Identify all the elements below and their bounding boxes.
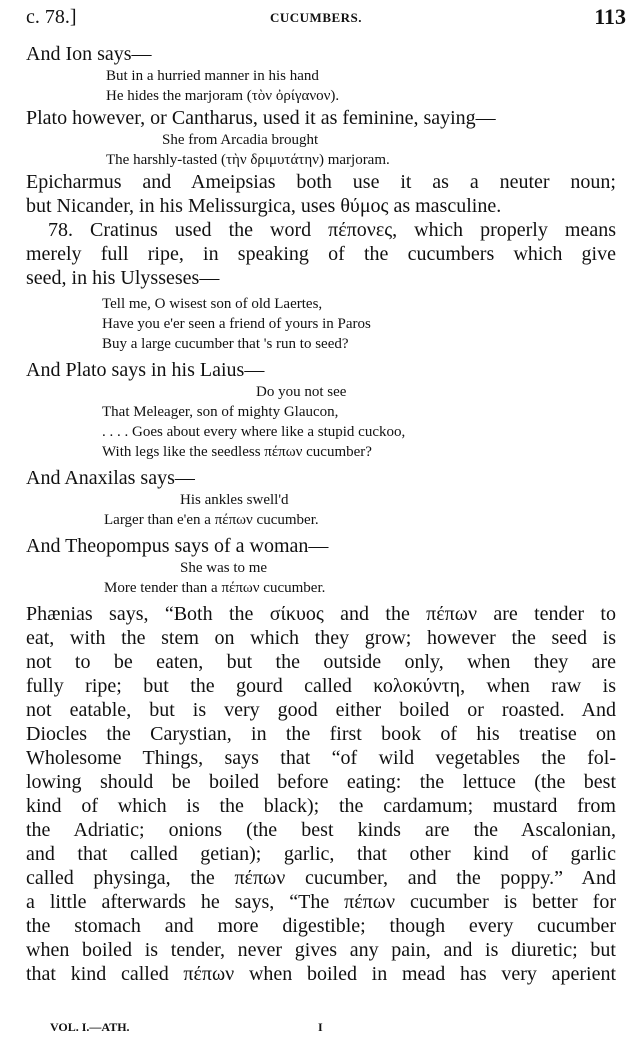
- prose-line: Wholesome Things, says that “of wild vegetables the fol-: [26, 747, 616, 769]
- verse-line: Tell me, O wisest son of old Laertes,: [102, 296, 323, 312]
- prose-line: a little afterwards he says, “The πέπων cucumber is better for: [26, 891, 616, 913]
- verse-line: More tender than a πέπων cucumber.: [104, 580, 326, 596]
- prose-line: merely full ripe, in speaking of the cucumbers which give: [26, 243, 616, 265]
- prose-line: And Plato says in his Laius—: [26, 359, 265, 381]
- prose-line: the stomach and more digestible; though every cucumber: [26, 915, 616, 937]
- verse-line: She from Arcadia brought: [162, 132, 319, 148]
- running-title: CUCUMBERS.: [270, 10, 363, 25]
- volume-signature: VOL. I.—ATH.: [50, 1020, 130, 1034]
- prose-line: not to be eaten, but the outside only, when they are: [26, 651, 616, 673]
- verse-line: He hides the marjoram (τὸν ὀρίγανον).: [106, 88, 340, 104]
- chapter-reference: c. 78.]: [26, 6, 77, 28]
- prose-line: And Theopompus says of a woman—: [26, 535, 329, 557]
- printer-signature-mark: I: [318, 1020, 323, 1034]
- prose-line: called physinga, the πέπων cucumber, and the poppy.” And: [26, 867, 616, 889]
- prose-line: that kind called πέπων when boiled in mead has very aperient: [26, 963, 616, 985]
- page-body: [26, 42, 616, 986]
- paragraph-first-line: 78. Cratinus used the word πέπονες, which properly means: [48, 219, 616, 241]
- verse-line: She was to me: [180, 560, 268, 576]
- prose-line: Phænias says, “Both the σίκυος and the πέπων are tender to: [26, 603, 616, 625]
- running-header: [26, 4, 626, 30]
- prose-line: when boiled is tender, never gives any pain, and is diuretic; but: [26, 939, 616, 961]
- verse-line: The harshly-tasted (τὴν δριμυτάτην) marjoram.: [106, 152, 390, 168]
- prose-line: the Adriatic; onions (the best kinds are the Ascalonian,: [26, 819, 616, 841]
- verse-line: Have you e'er seen a friend of yours in Paros: [102, 316, 371, 332]
- prose-line: but Nicander, in his Melissurgica, uses θύμος as masculine.: [26, 195, 502, 217]
- prose-line: not eatable, but is very good either boiled or roasted. And: [26, 699, 616, 721]
- prose-line: eat, with the stem on which they grow; however the seed is: [26, 627, 616, 649]
- prose-line: And Anaxilas says—: [26, 467, 195, 489]
- prose-line: Diocles the Carystian, in the first book of his treatise on: [26, 723, 616, 745]
- verse-line: Larger than e'en a πέπων cucumber.: [104, 512, 319, 528]
- verse-line: . . . . Goes about every where like a stupid cuckoo,: [102, 424, 406, 440]
- page-number: 113: [594, 4, 626, 29]
- prose-line: lowing should be boiled before eating: the lettuce (the best: [26, 771, 616, 793]
- verse-line: With legs like the seedless πέπων cucumber?: [102, 444, 372, 460]
- prose-line: kind of which is the black); the cardamum; mustard from: [26, 795, 616, 817]
- prose-line: And Ion says—: [26, 43, 152, 65]
- prose-line: Plato however, or Cantharus, used it as feminine, saying—: [26, 107, 496, 129]
- prose-line: and that called getian); garlic, that other kind of garlic: [26, 843, 616, 865]
- verse-line: That Meleager, son of mighty Glaucon,: [102, 404, 339, 420]
- verse-line: Buy a large cucumber that 's run to seed?: [102, 336, 349, 352]
- prose-line: fully ripe; but the gourd called κολοκύντη, when raw is: [26, 675, 616, 697]
- verse-line: His ankles swell'd: [180, 492, 289, 508]
- prose-line: Epicharmus and Ameipsias both use it as a neuter noun;: [26, 171, 616, 193]
- prose-line: seed, in his Ulysseses—: [26, 267, 220, 289]
- verse-line: Do you not see: [256, 384, 347, 400]
- page-footer: [50, 1020, 602, 1040]
- verse-line: But in a hurried manner in his hand: [106, 68, 319, 84]
